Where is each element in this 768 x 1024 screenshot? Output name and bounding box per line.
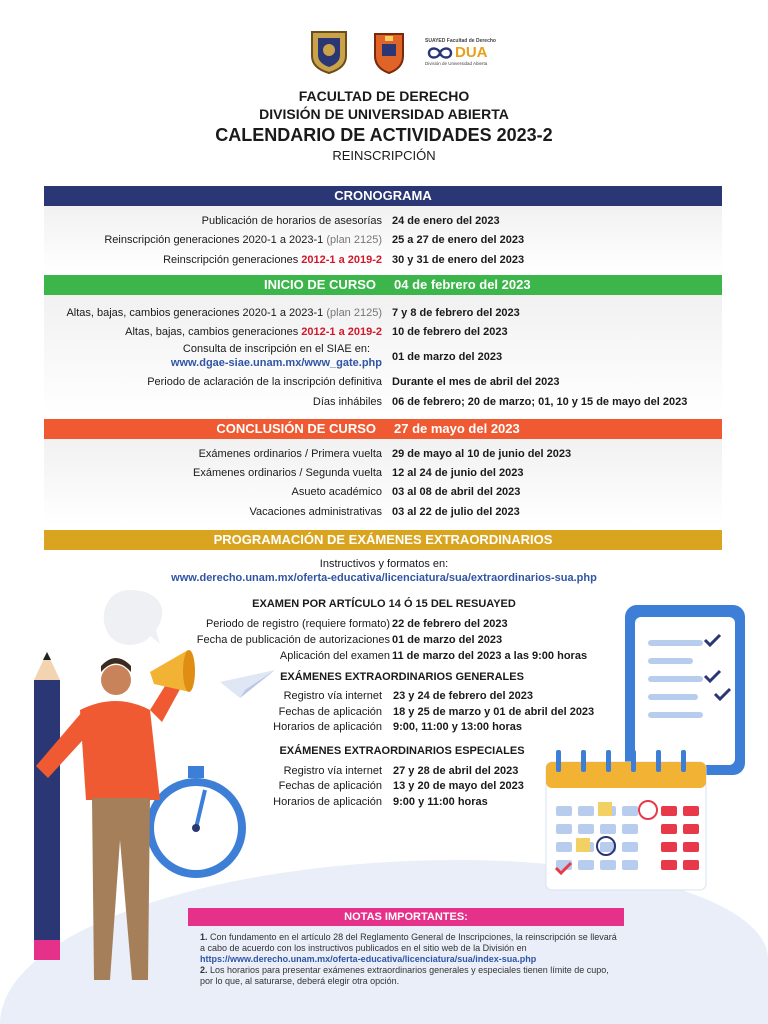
logo-suayed-text: SUAYED [425, 38, 446, 44]
nota-number: 1. [200, 932, 208, 942]
generales-value: 23 y 24 de febrero del 2023 [393, 690, 534, 702]
conclusion-value: 03 al 22 de julio del 2023 [392, 506, 520, 518]
generales-value: 9:00, 11:00 y 13:00 horas [393, 721, 523, 733]
inicio-value: 10 de febrero del 2023 [392, 326, 508, 338]
nota-text: Con fundamento en el artículo 28 del Reglamento General de Inscripciones, la reinscripción se llevará a cabo de acuerdo con los instructivos publicados en el sitio web de la División en [200, 932, 617, 953]
suayed-dua-logo [425, 38, 515, 66]
label-text: Consulta de inscripción en el SIAE en: [182, 343, 370, 355]
label-text: Altas, bajas, cambios generaciones [125, 326, 302, 338]
notas-bar: NOTAS IMPORTANTES: [188, 908, 624, 926]
siae-link[interactable]: www.dgae-siae.unam.mx/www_gate.php [170, 357, 382, 369]
generation-range-highlight: 2012-1 a 2019-2 [301, 254, 382, 266]
conclusion-bar [44, 419, 722, 439]
logo-dua-text: DUA [455, 44, 488, 61]
page-subtitle: REINSCRIPCIÓN [332, 148, 436, 163]
especiales-value: 27 y 28 de abril del 2023 [393, 765, 519, 777]
label-text: Altas, bajas, cambios generaciones 2020-1 a 2023-1 [66, 307, 324, 319]
inicio-label [171, 342, 382, 370]
generales-label: Horarios de aplicación [273, 721, 382, 733]
articulo-label: Fecha de publicación de autorizaciones [196, 634, 390, 646]
cronograma-label: Publicación de horarios de asesorías [201, 215, 382, 227]
especiales-title: EXÁMENES EXTRAORDINARIOS ESPECIALES [279, 745, 525, 757]
conclusion-value: 12 al 24 de junio del 2023 [392, 467, 524, 479]
inicio-value: 06 de febrero; 20 de marzo; 01, 10 y 15 de mayo del 2023 [392, 396, 688, 408]
nota-number: 2. [200, 965, 208, 975]
conclusion-label: Exámenes ordinarios / Segunda vuelta [193, 467, 382, 479]
especiales-label: Horarios de aplicación [273, 796, 382, 808]
articulo-title: EXAMEN POR ARTÍCULO 14 Ó 15 DEL RESUAYED [252, 598, 516, 610]
generales-label: Fechas de aplicación [278, 706, 382, 718]
generales-value: 18 y 25 de marzo y 01 de abril del 2023 [393, 706, 595, 718]
cronograma-label [104, 233, 382, 247]
conclusion-value: 29 de mayo al 10 de junio del 2023 [392, 448, 572, 460]
header-division: DIVISIÓN DE UNIVERSIDAD ABIERTA [259, 106, 509, 122]
nota-text: Los horarios para presentar exámenes extraordinarios generales y especiales tienen límite de cupo, por lo que, al saturarse, deberá elegir otra opción. [200, 965, 609, 986]
cronograma-value: 24 de enero del 2023 [392, 215, 500, 227]
conclusion-label: Asueto académico [291, 486, 382, 498]
extraordinarios-title: PROGRAMACIÓN DE EXÁMENES EXTRAORDINARIOS [213, 532, 553, 547]
inicio-title: INICIO DE CURSO [264, 277, 376, 292]
logo-dua-subtext: División de Universidad Abierta [425, 61, 488, 66]
inicio-value: 01 de marzo del 2023 [392, 351, 503, 363]
inicio-label: Días inhábiles [312, 396, 382, 408]
especiales-label: Fechas de aplicación [278, 780, 382, 792]
generales-title: EXÁMENES EXTRAORDINARIOS GENERALES [280, 671, 524, 683]
especiales-value: 9:00 y 11:00 horas [393, 796, 488, 808]
notas-body [200, 932, 620, 987]
nota-link[interactable]: https://www.derecho.unam.mx/oferta-educativa/licenciatura/sua/index-sua.php [200, 954, 537, 964]
label-text: Reinscripción generaciones [163, 254, 302, 266]
cronograma-label [163, 253, 382, 267]
conclusion-value: 03 al 08 de abril del 2023 [392, 486, 521, 498]
cronograma-bar [44, 186, 722, 206]
extra-link[interactable]: www.derecho.unam.mx/oferta-educativa/licenciatura/sua/extraordinarios-sua.php [171, 572, 597, 584]
conclusion-date: 27 de mayo del 2023 [394, 421, 520, 436]
header-faculty: FACULTAD DE DERECHO [298, 88, 470, 104]
inicio-section [44, 295, 722, 415]
conclusion-title: CONCLUSIÓN DE CURSO [216, 421, 376, 436]
generales-label: Registro vía internet [283, 690, 382, 702]
articulo-value: 22 de febrero del 2023 [392, 618, 508, 630]
nota-2 [200, 965, 620, 987]
cronograma-value: 30 y 31 de enero del 2023 [392, 254, 525, 266]
extraordinarios-bar [44, 530, 722, 550]
articulo-label: Periodo de registro (requiere formato) [205, 618, 390, 630]
unam-logo-icon [308, 28, 350, 74]
conclusion-section [44, 439, 722, 524]
logos-row [0, 28, 768, 78]
faculty-shield-icon [373, 30, 405, 74]
especiales-value: 13 y 20 de mayo del 2023 [393, 780, 524, 792]
articulo-label: Aplicación del examen [279, 650, 390, 662]
inicio-date: 04 de febrero del 2023 [394, 277, 531, 292]
cronograma-value: 25 a 27 de enero del 2023 [392, 234, 525, 246]
articulo-value: 01 de marzo del 2023 [392, 634, 503, 646]
extra-intro: Instructivos y formatos en: [319, 558, 449, 570]
conclusion-label: Vacaciones administrativas [249, 506, 382, 518]
plan-note: (plan 2125) [326, 307, 382, 319]
conclusion-label: Exámenes ordinarios / Primera vuelta [198, 448, 382, 460]
dua-infinity-icon [425, 46, 455, 60]
cronograma-title: CRONOGRAMA [334, 188, 432, 203]
especiales-label: Registro vía internet [283, 765, 382, 777]
inicio-bar [44, 275, 722, 295]
cronograma-section [44, 206, 722, 272]
inicio-label: Periodo de aclaración de la inscripción definitiva [147, 376, 382, 388]
page-title: CALENDARIO DE ACTIVIDADES 2023-2 [215, 125, 553, 145]
inicio-label [125, 325, 382, 339]
articulo-value: 11 de marzo del 2023 a las 9:00 horas [392, 650, 588, 662]
logo-faculty-text: Facultad de Derecho [446, 38, 496, 44]
label-text: Reinscripción generaciones 2020-1 a 2023-1 [104, 234, 324, 246]
generation-range-highlight: 2012-1 a 2019-2 [301, 326, 382, 338]
nota-1 [200, 932, 620, 965]
inicio-value: 7 y 8 de febrero del 2023 [392, 307, 520, 319]
plan-note: (plan 2125) [326, 234, 382, 246]
inicio-value: Durante el mes de abril del 2023 [392, 376, 560, 388]
inicio-label [66, 306, 382, 320]
